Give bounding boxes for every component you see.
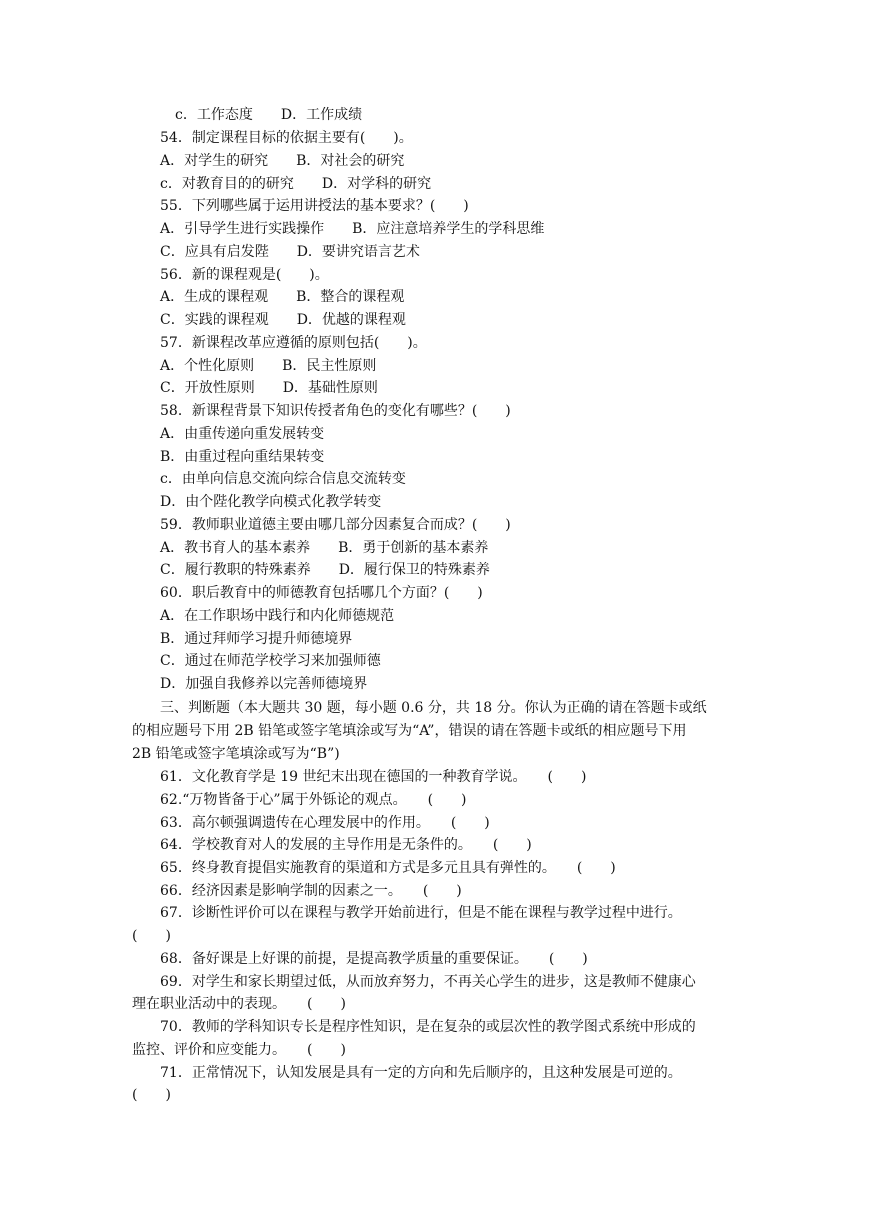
question-59: 59．教师职业道德主要由哪几部分因素复合而成？( ): [160, 517, 511, 533]
option-line: D．加强自我修养以完善师德境界: [160, 676, 368, 692]
option-line: c．对教育目的的研究 D．对学科的研究: [160, 176, 432, 192]
option-line: C．实践的课程观 D．优越的课程观: [160, 312, 406, 328]
answer-blank: ( ): [132, 1087, 171, 1103]
option-line: A．引导学生进行实践操作 B．应注意培养学生的学科思维: [160, 221, 545, 237]
question-54: 54．制定课程目标的依据主要有( )。: [160, 130, 413, 146]
option-line: A．对学生的研究 B．对社会的研究: [160, 153, 405, 169]
option-line: A．教书育人的基本素养 B．勇于创新的基本素养: [160, 540, 489, 556]
option-line: C．应具有启发陛 D．要讲究语言艺术: [160, 244, 420, 260]
option-line: A．生成的课程观 B．整合的课程观: [160, 289, 405, 305]
question-57: 57．新课程改革应遵循的原则包括( )。: [160, 335, 427, 351]
answer-blank: ( ): [132, 928, 171, 944]
judgment-71: 71．正常情况下，认知发展是具有一定的方向和先后顺序的，且这种发展是可逆的。: [160, 1065, 682, 1081]
option-line: C．开放性原则 D．基础性原则: [160, 380, 378, 396]
judgment-67: 67．诊断性评价可以在课程与教学开始前进行，但是不能在课程与教学过程中进行。: [160, 905, 682, 921]
option-line: B．由重过程向重结果转变: [160, 449, 325, 465]
option-line: B．通过拜师学习提升师德境界: [160, 631, 353, 647]
option-line: D．由个陛化教学向模式化教学转变: [160, 494, 382, 510]
option-line: C．通过在师范学校学习来加强师德: [160, 653, 381, 669]
question-56: 56．新的课程观是( )。: [160, 267, 329, 283]
judgment-64: 64．学校教育对人的发展的主导作用是无条件的。 ( ): [160, 837, 532, 853]
option-line: A．个性化原则 B．民主性原则: [160, 358, 377, 374]
option-line: c．由单向信息交流向综合信息交流转变: [160, 471, 406, 487]
judgment-61: 61．文化教育学是 19 世纪末出现在德国的一种教育学说。 ( ): [160, 769, 587, 785]
section-instructions: 2B 铅笔或签字笔填涂或写为“B”): [132, 746, 340, 762]
judgment-70: 70．教师的学科知识专长是程序性知识，是在复杂的或层次性的教学图式系统中形成的: [160, 1019, 696, 1035]
section-instructions: 的相应题号下用 2B 铅笔或签字笔填涂或写为“A”，错误的请在答题卡或纸的相应题号下用: [132, 723, 687, 739]
option-line: A．在工作职场中践行和内化师德规范: [160, 608, 395, 624]
option-line: c．工作态度 D．工作成绩: [175, 107, 363, 123]
question-60: 60．职后教育中的师德教育包括哪几个方面？( ): [160, 585, 483, 601]
judgment-68: 68．备好课是上好课的前提，是提高教学质量的重要保证。 ( ): [160, 951, 588, 967]
judgment-70-cont: 监控、评价和应变能力。 ( ): [132, 1042, 346, 1058]
judgment-65: 65．终身教育提倡实施教育的渠道和方式是多元且具有弹性的。 ( ): [160, 860, 616, 876]
question-55: 55．下列哪些属于运用讲授法的基本要求？( ): [160, 198, 469, 214]
judgment-69: 69．对学生和家长期望过低，从而放弃努力，不再关心学生的进步，这是教师不健康心: [160, 974, 696, 990]
option-line: C．履行教职的特殊素养 D．履行保卫的特殊素养: [160, 562, 490, 578]
judgment-63: 63．高尔顿强调遗传在心理发展中的作用。 ( ): [160, 815, 490, 831]
section-heading: 三、判断题（本大题共 30 题，每小题 0.6 分，共 18 分。你认为正确的请在答题卡或纸: [160, 700, 707, 716]
option-line: A．由重传递向重发展转变: [160, 426, 325, 442]
judgment-69-cont: 理在职业活动中的表现。 ( ): [132, 996, 346, 1012]
judgment-66: 66．经济因素是影响学制的因素之一。 ( ): [160, 883, 462, 899]
question-58: 58．新课程背景下知识传授者角色的变化有哪些？( ): [160, 403, 511, 419]
judgment-62: 62.“万物皆备于心”属于外铄论的观点。 ( ): [160, 792, 467, 808]
